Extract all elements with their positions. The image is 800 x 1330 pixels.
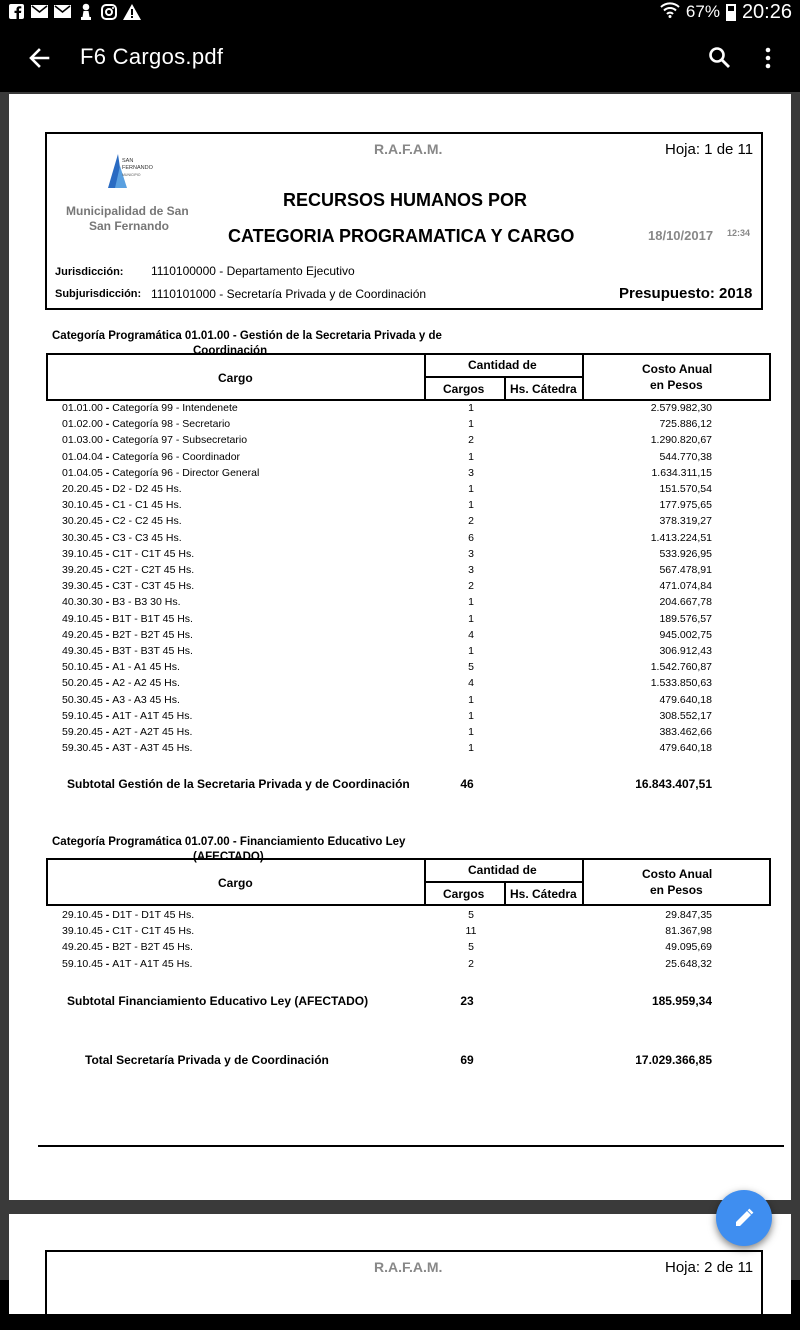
row-cost: 204.667,78 <box>659 596 712 609</box>
row-cargo: 20.20.45 - D2 - D2 45 Hs. <box>62 483 182 495</box>
row-cargo: 01.03.00 - Categoría 97 - Subsecretario <box>62 434 248 447</box>
total-qty: 69 <box>460 1053 474 1067</box>
row-desc: Categoría 98 - Secretario <box>112 418 231 431</box>
col-cantidad: Cantidad de <box>468 358 537 372</box>
row-desc: A1 - A1 45 Hs. <box>112 661 180 674</box>
row-cost: 151.570,54 <box>659 483 712 495</box>
section-1-subtotal-label: Subtotal Gestión de la Secretaria Privada y de Coordinación <box>67 777 410 791</box>
row-desc: A2 - A2 45 Hs. <box>112 677 180 690</box>
section-2-table-header <box>46 858 771 906</box>
row-cargo: 01.04.04 - Categoría 96 - Coordinador <box>62 450 241 463</box>
mail-icon <box>31 3 48 20</box>
report-title-line2: CATEGORIA PROGRAMATICA Y CARGO <box>228 226 575 246</box>
col-hs-catedra: Hs. Cátedra <box>510 382 577 396</box>
table-row <box>9 467 791 483</box>
row-desc: A3T - A3T 45 Hs. <box>112 742 193 755</box>
section-1-subtotal-qty: 46 <box>460 777 474 791</box>
row-cost: 471.074,84 <box>659 580 712 593</box>
pdf-page-2 <box>9 1214 791 1314</box>
row-qty: 1 <box>468 742 474 755</box>
row-cost: 189.576,57 <box>659 612 712 625</box>
battery-icon <box>726 4 736 21</box>
section-2-title-cont: (AFECTADO) <box>193 851 264 863</box>
row-qty: 5 <box>468 661 474 674</box>
row-code: 20.20.45 <box>62 483 103 495</box>
document-title: F6 Cargos.pdf <box>80 44 224 69</box>
table-row <box>9 710 791 726</box>
row-cargo: 39.10.45 - C1T - C1T 45 Hs. <box>62 925 195 938</box>
table-row <box>9 434 791 450</box>
subjurisdiccion-label: Subjurisdicción: <box>55 288 142 300</box>
row-qty: 1 <box>468 418 474 431</box>
row-cargo: 30.10.45 - C1 - C1 45 Hs. <box>62 499 182 512</box>
row-desc: Categoría 96 - Director General <box>112 466 260 479</box>
row-desc: A1T - A1T 45 Hs. <box>112 709 193 722</box>
row-qty: 1 <box>468 645 474 657</box>
row-cost: 306.912,43 <box>659 645 712 657</box>
row-cost: 29.847,35 <box>665 909 712 921</box>
col-cargos-2: Cargos <box>443 887 485 901</box>
notification-icons <box>8 3 140 20</box>
row-code: 30.10.45 <box>62 499 103 512</box>
table-row <box>9 958 791 974</box>
page-label: Hoja: 1 de 11 <box>665 141 754 158</box>
row-desc: Categoría 96 - Coordinador <box>112 450 241 463</box>
row-qty: 3 <box>468 547 474 560</box>
row-cargo: 49.30.45 - B3T - B3T 45 Hs. <box>62 645 193 657</box>
chess-pawn-icon <box>77 3 94 20</box>
row-cost: 725.886,12 <box>659 418 712 431</box>
total-cost: 17.029.366,85 <box>635 1053 712 1067</box>
row-code: 50.30.45 <box>62 693 103 706</box>
row-desc: C3 - C3 45 Hs. <box>112 531 182 544</box>
battery-percent: 67% <box>685 2 720 21</box>
row-qty: 3 <box>468 564 474 576</box>
table-row <box>9 548 791 564</box>
report-date: 18/10/2017 <box>648 228 714 243</box>
table-row <box>9 629 791 645</box>
row-qty: 2 <box>468 515 474 528</box>
row-cost: 479.640,18 <box>659 693 712 706</box>
page-2-page-label: Hoja: 2 de 11 <box>665 1259 754 1276</box>
row-cargo: 59.10.45 - A1T - A1T 45 Hs. <box>62 957 193 970</box>
table-row <box>9 677 791 693</box>
row-qty: 5 <box>468 941 474 954</box>
clock: 20:26 <box>741 0 792 23</box>
col-cargo-2: Cargo <box>218 876 253 890</box>
row-code: 29.10.45 <box>62 909 103 921</box>
row-cargo: 01.02.00 - Categoría 98 - Secretario <box>62 418 231 431</box>
col-cargo: Cargo <box>218 371 253 385</box>
jurisdiccion-value: 1110100000 - Departamento Ejecutivo <box>151 264 355 278</box>
row-code: 50.20.45 <box>62 677 103 690</box>
row-desc: C3T - C3T 45 Hs. <box>112 580 195 593</box>
row-qty: 1 <box>468 499 474 512</box>
col-costo-line1: Costo Anual <box>642 362 713 376</box>
row-cost: 1.634.311,15 <box>651 466 712 479</box>
row-code: 49.20.45 <box>62 941 103 954</box>
row-qty: 1 <box>468 693 474 706</box>
row-cost: 2.579.982,30 <box>650 402 712 414</box>
mail-icon-2 <box>54 3 71 20</box>
warning-icon <box>123 3 140 20</box>
instagram-icon <box>100 3 117 20</box>
row-code: 49.30.45 <box>62 645 103 657</box>
pencil-icon <box>733 1207 755 1229</box>
row-cost: 1.533.850,63 <box>650 677 712 690</box>
row-qty: 1 <box>468 450 474 463</box>
table-row <box>9 418 791 434</box>
table-row <box>9 909 791 925</box>
status-bar <box>0 0 800 24</box>
row-desc: Categoría 99 - Intendenete <box>112 402 238 414</box>
row-cost: 479.640,18 <box>659 742 712 755</box>
jurisdiccion-label: Jurisdicción: <box>55 266 124 278</box>
col-costo-line1-2: Costo Anual <box>642 867 713 881</box>
section-1-table-header <box>46 353 771 401</box>
table-row <box>9 613 791 629</box>
table-row <box>9 726 791 742</box>
row-cargo: 49.20.45 - B2T - B2T 45 Hs. <box>62 941 193 954</box>
logo-text-1: SAN <box>122 158 134 164</box>
row-cargo: 30.20.45 - C2 - C2 45 Hs. <box>62 515 182 528</box>
row-qty: 4 <box>468 677 474 690</box>
row-desc: B3T - B3T 45 Hs. <box>112 645 193 657</box>
row-desc: B2T - B2T 45 Hs. <box>112 628 193 641</box>
table-row <box>9 661 791 677</box>
row-cargo: 49.20.45 - B2T - B2T 45 Hs. <box>62 628 193 641</box>
back-arrow-icon[interactable] <box>26 44 54 72</box>
section-1-subtotal-cost: 16.843.407,51 <box>635 777 712 791</box>
more-options-icon[interactable] <box>756 44 780 72</box>
row-code: 30.30.45 <box>62 531 103 544</box>
row-code: 01.03.00 <box>62 434 103 447</box>
row-code: 39.10.45 <box>62 925 103 938</box>
table-row <box>9 596 791 612</box>
row-cost: 25.648,32 <box>665 957 712 970</box>
total-label: Total Secretaría Privada y de Coordinación <box>85 1053 329 1067</box>
row-cargo: 50.20.45 - A2 - A2 45 Hs. <box>62 677 180 690</box>
row-cost: 544.770,38 <box>659 450 712 463</box>
row-desc: C1 - C1 45 Hs. <box>112 499 182 512</box>
table-row <box>9 515 791 531</box>
row-cargo: 59.20.45 - A2T - A2T 45 Hs. <box>62 726 193 738</box>
row-code: 39.30.45 <box>62 580 103 593</box>
section-1-title-cont: Coordinación <box>193 345 268 357</box>
col-costo-line2: en Pesos <box>650 378 703 392</box>
row-code: 39.10.45 <box>62 547 103 560</box>
row-code: 01.04.05 <box>62 466 103 479</box>
row-cost: 383.462,66 <box>659 726 712 738</box>
section-1-title: Categoría Programática 01.01.00 - Gestión de la Secretaria Privada y de <box>52 330 442 342</box>
page-2-system-name: R.A.F.A.M. <box>374 1259 443 1275</box>
col-hs-catedra-2: Hs. Cátedra <box>510 887 577 901</box>
report-time: 12:34 <box>727 228 751 238</box>
row-qty: 6 <box>468 531 474 544</box>
row-qty: 1 <box>468 402 474 414</box>
municipality-logo <box>105 152 153 195</box>
presupuesto-value: 2018 <box>719 285 753 302</box>
row-qty: 1 <box>468 709 474 722</box>
table-row <box>9 941 791 957</box>
col-cargos: Cargos <box>443 382 485 396</box>
row-desc: B1T - B1T 45 Hs. <box>112 612 193 625</box>
row-desc: D2 - D2 45 Hs. <box>112 483 182 495</box>
section-2-subtotal-cost: 185.959,34 <box>651 994 712 1008</box>
row-qty: 3 <box>468 466 474 479</box>
row-cost: 49.095,69 <box>665 941 712 954</box>
row-qty: 5 <box>468 909 474 921</box>
table-row <box>9 925 791 941</box>
search-icon[interactable] <box>706 44 734 72</box>
row-cargo: 39.20.45 - C2T - C2T 45 Hs. <box>62 564 195 576</box>
row-code: 59.30.45 <box>62 742 103 755</box>
table-row <box>9 499 791 515</box>
col-costo-line2-2: en Pesos <box>650 883 703 897</box>
row-qty: 2 <box>468 957 474 970</box>
row-cost: 1.542.760,87 <box>650 661 712 674</box>
row-cost: 1.290.820,67 <box>650 434 712 447</box>
page-footer-rule <box>38 1145 784 1147</box>
row-qty: 1 <box>468 726 474 738</box>
col-cantidad-2: Cantidad de <box>468 863 537 877</box>
table-row <box>9 564 791 580</box>
row-qty: 1 <box>468 612 474 625</box>
wifi-icon <box>660 2 680 23</box>
section-2-title: Categoría Programática 01.07.00 - Financiamiento Educativo Ley <box>52 836 406 848</box>
row-qty: 1 <box>468 596 474 609</box>
row-code: 01.01.00 <box>62 402 103 414</box>
pdf-viewer[interactable] <box>0 92 800 1280</box>
report-title-line1: RECURSOS HUMANOS POR <box>283 190 528 210</box>
row-cost: 378.319,27 <box>659 515 712 528</box>
row-qty: 11 <box>465 925 477 938</box>
row-code: 39.20.45 <box>62 564 103 576</box>
row-cargo: 01.01.00 - Categoría 99 - Intendenete <box>62 402 238 414</box>
pdf-page-1 <box>9 94 791 1200</box>
row-code: 50.10.45 <box>62 661 103 674</box>
table-row <box>9 483 791 499</box>
row-cost: 308.552,17 <box>659 709 712 722</box>
org-name-line1: Municipalidad de San <box>66 204 189 218</box>
row-code: 59.10.45 <box>62 957 103 970</box>
row-cargo: 39.30.45 - C3T - C3T 45 Hs. <box>62 580 195 593</box>
row-desc: A1T - A1T 45 Hs. <box>112 957 193 970</box>
row-desc: Categoría 97 - Subsecretario <box>112 434 248 447</box>
row-code: 01.04.04 <box>62 450 103 463</box>
row-cargo: 29.10.45 - D1T - D1T 45 Hs. <box>62 909 195 921</box>
org-name-line2: San Fernando <box>89 219 170 233</box>
row-cargo: 59.30.45 - A3T - A3T 45 Hs. <box>62 742 193 755</box>
row-cost: 81.367,98 <box>665 925 712 938</box>
table-row <box>9 580 791 596</box>
row-desc: C2 - C2 45 Hs. <box>112 515 182 528</box>
row-qty: 2 <box>468 434 474 447</box>
row-desc: B3 - B3 30 Hs. <box>112 596 181 609</box>
table-row <box>9 694 791 710</box>
facebook-icon <box>8 3 25 20</box>
row-cargo: 30.30.45 - C3 - C3 45 Hs. <box>62 531 182 544</box>
row-desc: D1T - D1T 45 Hs. <box>112 909 195 921</box>
subjurisdiccion-value: 1110101000 - Secretaría Privada y de Coordinación <box>151 287 427 301</box>
row-cargo: 01.04.05 - Categoría 96 - Director General <box>62 466 260 479</box>
row-cargo: 49.10.45 - B1T - B1T 45 Hs. <box>62 612 193 625</box>
row-code: 40.30.30 <box>62 596 103 609</box>
row-cargo: 40.30.30 - B3 - B3 30 Hs. <box>62 596 181 609</box>
row-cargo: 50.10.45 - A1 - A1 45 Hs. <box>62 661 180 674</box>
table-row <box>9 451 791 467</box>
row-cost: 567.478,91 <box>659 564 712 576</box>
row-desc: B2T - B2T 45 Hs. <box>112 941 193 954</box>
row-cost: 945.002,75 <box>659 628 712 641</box>
row-code: 49.10.45 <box>62 612 103 625</box>
edit-fab-button[interactable] <box>716 1190 772 1246</box>
row-code: 30.20.45 <box>62 515 103 528</box>
row-cost: 533.926,95 <box>659 547 712 560</box>
row-desc: A2T - A2T 45 Hs. <box>112 726 193 738</box>
row-code: 01.02.00 <box>62 418 103 431</box>
row-desc: C2T - C2T 45 Hs. <box>112 564 195 576</box>
logo-text-3: MUNICIPIO <box>122 173 141 177</box>
section-2-subtotal-label: Subtotal Financiamiento Educativo Ley (AFECTADO) <box>67 994 369 1008</box>
row-cargo: 59.10.45 - A1T - A1T 45 Hs. <box>62 709 193 722</box>
row-cargo: 39.10.45 - C1T - C1T 45 Hs. <box>62 547 195 560</box>
section-2-subtotal-qty: 23 <box>460 994 474 1008</box>
table-row <box>9 645 791 661</box>
row-desc: A3 - A3 45 Hs. <box>112 693 180 706</box>
app-bar <box>0 24 800 92</box>
table-row <box>9 742 791 758</box>
row-code: 59.20.45 <box>62 726 103 738</box>
logo-text-2: FERNANDO <box>122 165 153 171</box>
row-code: 49.20.45 <box>62 628 103 641</box>
row-cost: 1.413.224,51 <box>650 531 712 544</box>
row-desc: C1T - C1T 45 Hs. <box>112 547 195 560</box>
row-qty: 4 <box>468 628 474 641</box>
row-desc: C1T - C1T 45 Hs. <box>112 925 195 938</box>
row-qty: 1 <box>468 483 474 495</box>
presupuesto-label: Presupuesto: <box>619 285 715 302</box>
table-row <box>9 532 791 548</box>
row-cargo: 50.30.45 - A3 - A3 45 Hs. <box>62 693 180 706</box>
row-cost: 177.975,65 <box>659 499 712 512</box>
row-code: 59.10.45 <box>62 709 103 722</box>
system-name: R.A.F.A.M. <box>374 141 443 157</box>
row-qty: 2 <box>468 580 474 593</box>
table-row <box>9 402 791 418</box>
